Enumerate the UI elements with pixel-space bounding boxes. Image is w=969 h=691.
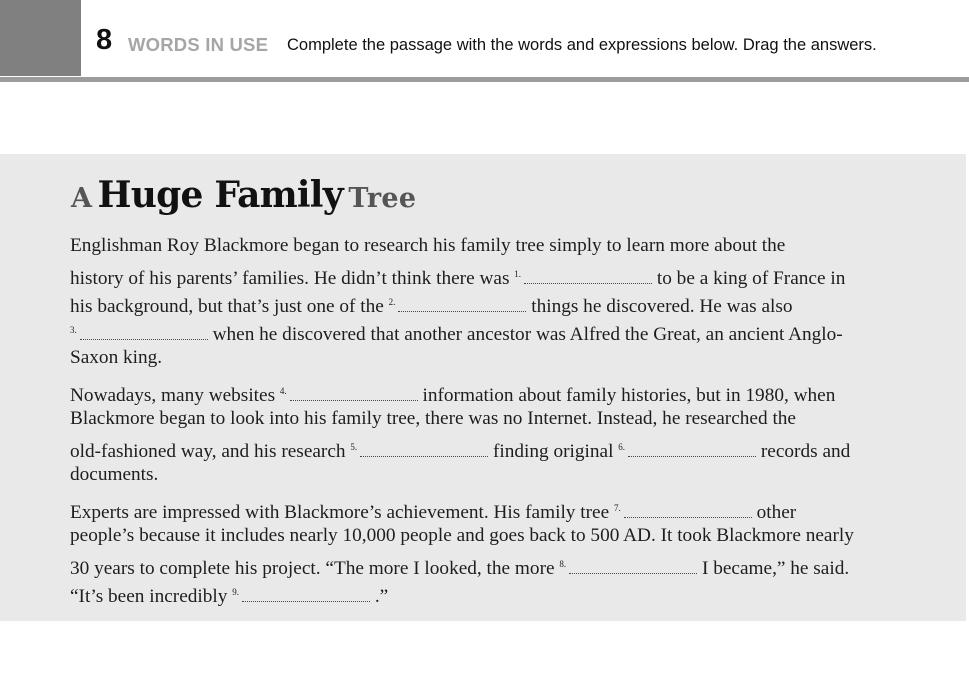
header-divider <box>0 77 969 82</box>
answer-gap-1[interactable] <box>524 269 652 284</box>
passage-text: finding original <box>492 441 614 462</box>
answer-gap-9[interactable] <box>242 587 370 602</box>
passage-text: Saxon king. <box>70 347 163 368</box>
text-line <box>70 550 940 578</box>
text-line <box>70 260 940 288</box>
gap-number-3: 3. <box>70 325 77 335</box>
text-line <box>70 344 940 372</box>
article-title-main: Huge Family <box>97 174 343 216</box>
paragraph-2 <box>70 377 940 489</box>
header-grey-block <box>0 0 81 76</box>
passage-text: things he discovered. He was also <box>531 296 793 317</box>
passage-text: when he discovered that another ancestor was Alfred the Great, an ancient Anglo- <box>212 324 843 345</box>
passage-text: Nowadays, many websites <box>70 385 276 406</box>
answer-gap-2[interactable] <box>398 297 526 312</box>
passage-text: other <box>756 502 797 523</box>
exercise-header <box>0 0 969 78</box>
passage-text: information about family histories, but in 1980, when <box>422 385 836 406</box>
gap-number-8: 8. <box>559 559 567 569</box>
gap-number-2: 2. <box>388 297 396 307</box>
text-line <box>70 377 940 405</box>
passage-text: I became,” he said. <box>701 558 850 579</box>
text-line <box>70 494 940 522</box>
answer-gap-7[interactable] <box>624 503 752 518</box>
paragraph-1 <box>70 232 940 372</box>
passage-text: history of his parents’ families. He didn’t think there was <box>70 268 510 289</box>
gap-number-5: 5. <box>350 442 358 452</box>
article-title-a: A <box>71 183 92 214</box>
exercise-number: 8 <box>96 24 113 56</box>
passage-text: “It’s been incredibly <box>70 586 228 607</box>
answer-gap-3[interactable] <box>80 325 208 340</box>
passage-text: .” <box>374 586 389 607</box>
answer-gap-5[interactable] <box>360 442 488 457</box>
passage-text: his background, but that’s just one of the <box>70 296 384 317</box>
passage-text: old-fashioned way, and his research <box>70 441 346 462</box>
text-line <box>70 288 940 316</box>
text-line <box>70 316 940 344</box>
article-title <box>71 170 416 227</box>
passage-text: people’s because it includes nearly 10,000 people and goes back to 500 AD. It took Blackmore nearly <box>70 525 854 546</box>
gap-number-6: 6. <box>618 442 626 452</box>
paragraph-3 <box>70 494 940 606</box>
gap-number-9: 9. <box>232 587 239 597</box>
text-line <box>70 522 940 550</box>
passage-text: 30 years to complete his project. “The more I looked, the more <box>70 558 555 579</box>
passage-text: documents. <box>70 464 159 485</box>
passage-text: Englishman Roy Blackmore began to research his family tree simply to learn more about the <box>70 235 786 256</box>
article-title-tree: Tree <box>348 183 417 214</box>
passage-text: Blackmore began to look into his family tree, there was no Internet. Instead, he researched the <box>70 408 796 429</box>
answer-gap-8[interactable] <box>569 559 697 574</box>
text-line <box>70 461 940 489</box>
gap-number-7: 7. <box>614 503 621 513</box>
text-line <box>70 433 940 461</box>
text-line <box>70 232 940 260</box>
text-line <box>70 405 940 433</box>
text-line <box>70 578 940 606</box>
answer-gap-4[interactable] <box>290 386 418 401</box>
passage-text: to be a king of France in <box>656 268 846 289</box>
answer-gap-6[interactable] <box>628 442 756 457</box>
passage <box>70 232 940 611</box>
passage-text: Experts are impressed with Blackmore’s achievement. His family tree <box>70 502 610 523</box>
passage-text: records and <box>760 441 851 462</box>
gap-number-1: 1. <box>514 269 522 279</box>
exercise-title: WORDS IN USE <box>128 34 269 55</box>
exercise-instruction: Complete the passage with the words and expressions below. Drag the answers. <box>287 36 877 54</box>
gap-number-4: 4. <box>279 386 287 396</box>
